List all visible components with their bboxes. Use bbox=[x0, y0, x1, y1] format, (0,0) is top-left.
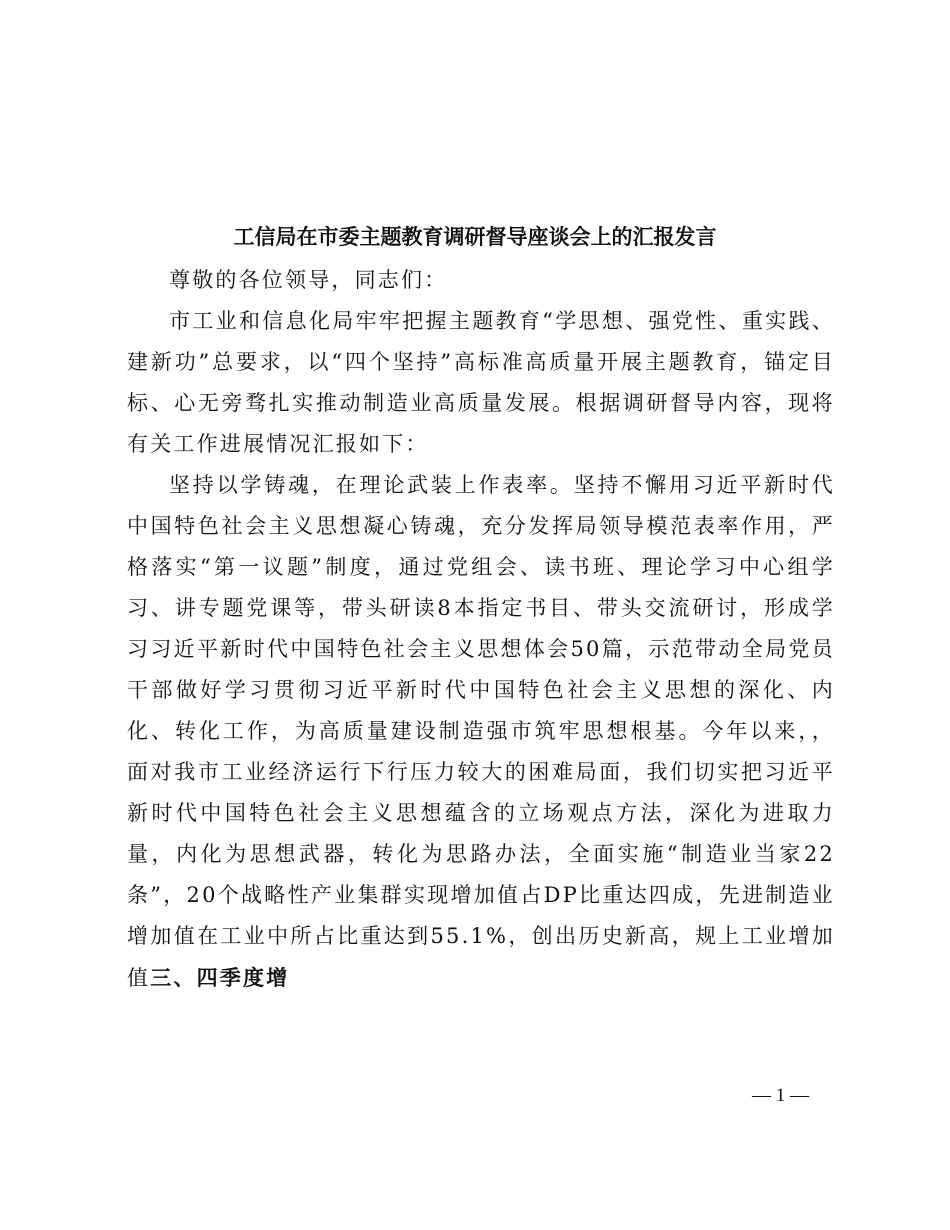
document-body bbox=[127, 260, 835, 999]
salutation: 尊敬的各位领导，同志们： bbox=[169, 268, 448, 292]
page-number: — 1 — bbox=[752, 1085, 809, 1106]
document-title: 工信局在市委主题教育调研督导座谈会上的汇报发言 bbox=[233, 224, 717, 249]
paragraph-theory-text: 坚持以学铸魂，在理论武装上作表率。坚持不懈用习近平新时代中国特色社会主义思想凝心铸魂，充分发挥局领导模范表率作用，严格落实“第一议题”制度，通过党组会、读书班、理论学习中心组学习、讲专题党课等，带头研读8本指定书目、带头交流研讨，形成学习习近平新时代中国特色社会主义思想体会50篇，示范带动全局党员干部做好学习贯彻习近平新时代中国特色社会主义思想的深化、内化、转化工作，为高质量建设制造强市筑牢思想根基。今年以来，，面对我市工业经济运行下行压力较大的困难局面，我们切实把习近平新时代中国特色社会主义思想蕴含的立场观点方法，深化为进取力量，内化为思想武器，转化为思路办法，全面实施“制造业当家22条”，20个战略性产业集群实现增加值占DP比重达四成，先进制造业增加值在工业中所占比重达到55.1%，创出历史新高，规上工业增加值 bbox=[127, 473, 835, 990]
paragraph-intro: 市工业和信息化局牢牢把握主题教育“学思想、强党性、重实践、建新功”总要求，以“四个坚持”高标准高质量开展主题教育，锚定目标、心无旁骛扎实推动制造业高质量发展。根据调研督导内容，现将有关工作进展情况汇报如下： bbox=[127, 309, 835, 456]
paragraph-theory bbox=[127, 465, 835, 999]
paragraph-theory-bold-tail: 三、四季度增 bbox=[150, 965, 290, 990]
